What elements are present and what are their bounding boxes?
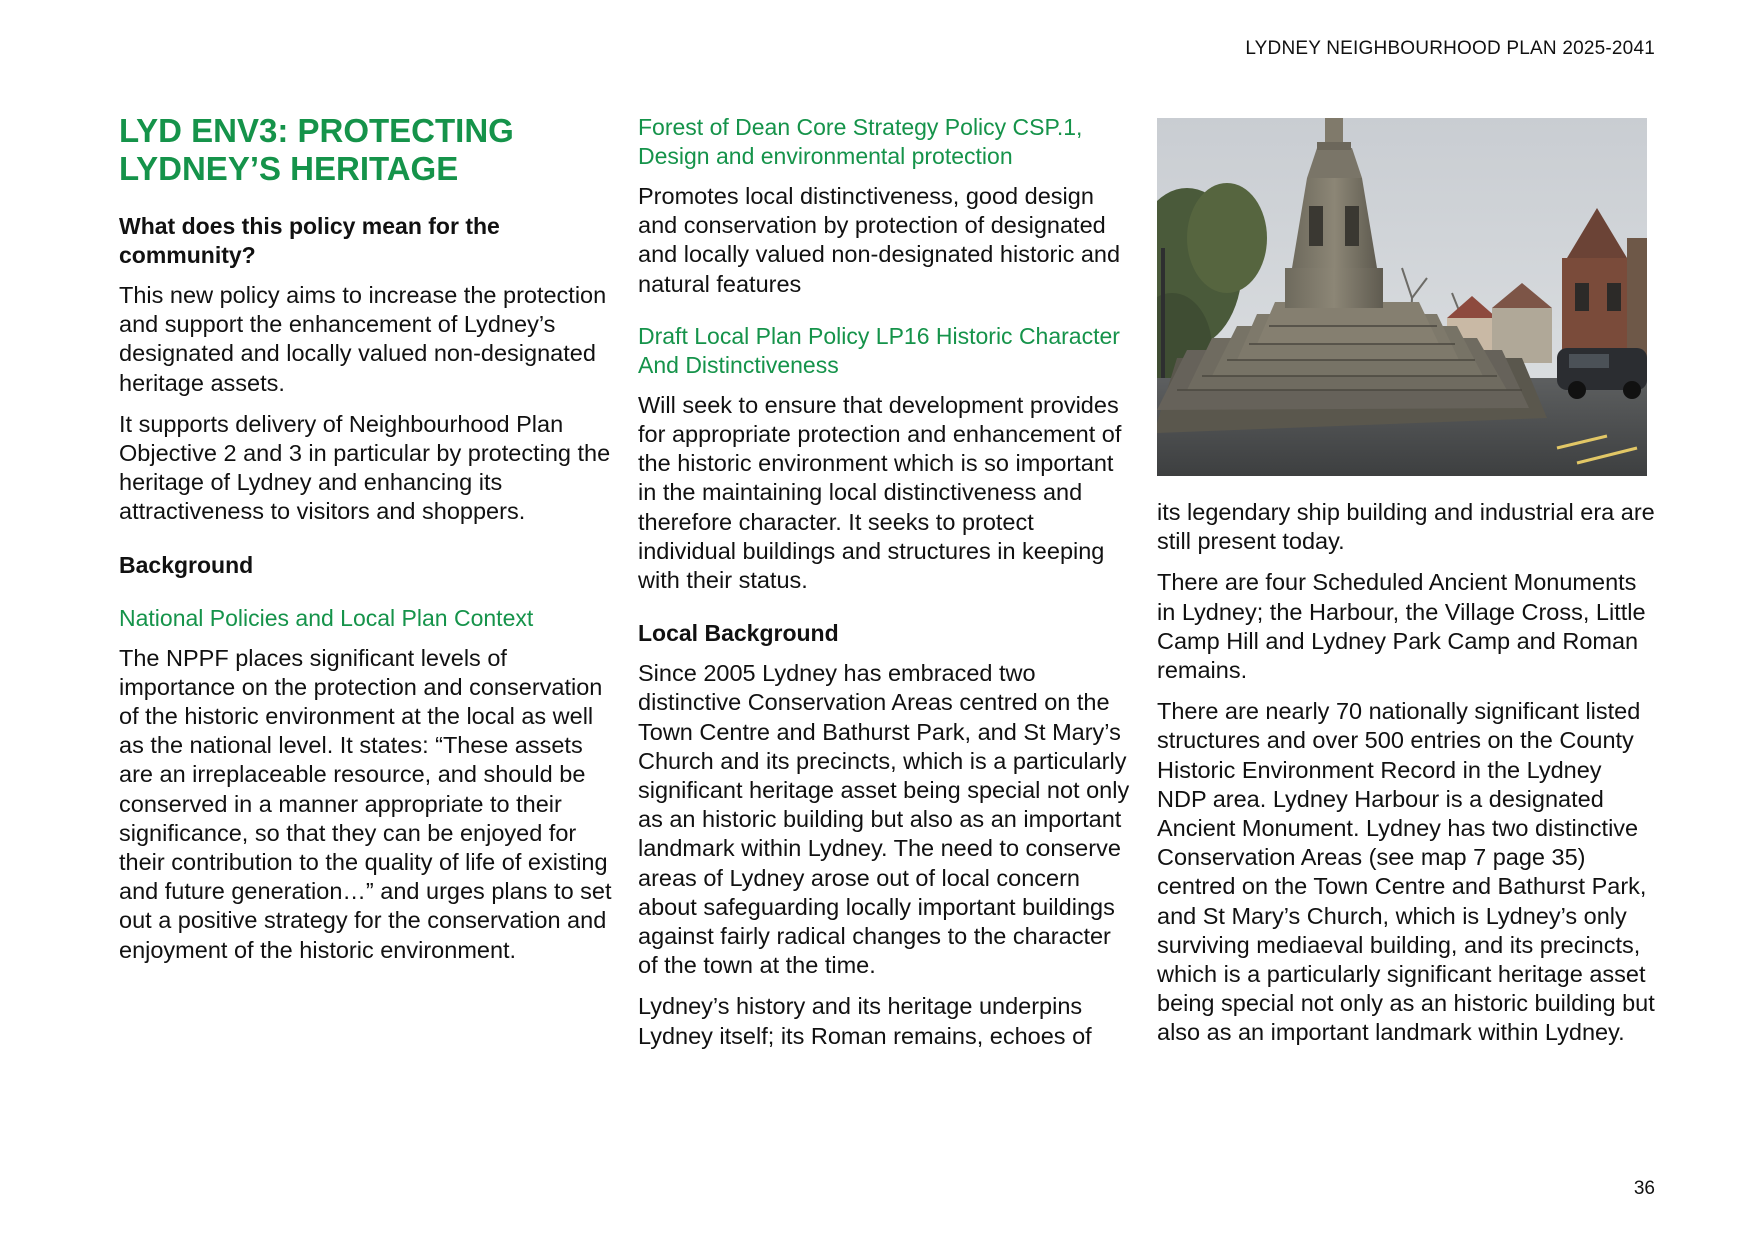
local-background-heading: Local Background (638, 620, 839, 647)
listed-structures-paragraph: There are nearly 70 nationally significant listed structures and over 500 entries on the County Historic Environment Record in the Lydney NDP area. Lydney Harbour is a designated Ancient Monument. Lydney has two distinctive Conservation Areas (see map 7 page 35) centred on the Town Centre and Bathurst Park, and St Mary’s Church, which is Lydney’s only surviving mediaeval building, and its precincts, which is a particularly significant heritage asset being special not only as an historic building but also as an important landmark within Lydney. (1157, 698, 1655, 1046)
page-number: 36 (1633, 1178, 1655, 1199)
history-paragraph: Lydney’s history and its heritage underpins Lydney itself; its Roman remains, echoes of (638, 993, 1092, 1049)
national-policies-heading: National Policies and Local Plan Context (119, 604, 534, 631)
policy-intro-paragraph: This new policy aims to increase the protection and support the enhancement of Lydney’s designated and locally valued non-designated heritage assets. (119, 282, 607, 396)
conservation-areas-paragraph: Since 2005 Lydney has embraced two distinctive Conservation Areas centred on the Town Centre and Bathurst Park, and St Mary’s Church and its precincts, which is a particularly significant heritage asset being special not only as an historic building but also as an important landmark within Lydney. The need to conserve areas of Lydney arose out of local concern about safeguarding locally important buildings against fairly radical changes to the character of the town at the time. (638, 660, 1130, 979)
lp16-heading: Draft Local Plan Policy LP16 Historic Character And Distinctiveness (638, 322, 1120, 378)
core-strategy-paragraph: Promotes local distinctiveness, good design and conservation by protection of designated and locally valued non-designated historic and natural features (638, 183, 1121, 297)
community-question-heading: What does this policy mean for the community? (119, 213, 500, 268)
core-strategy-heading: Forest of Dean Core Strategy Policy CSP.1, Design and environmental protection (638, 114, 1083, 169)
lp16-paragraph: Will seek to ensure that development provides for appropriate protection and enhancement of the historic environment which is so important in the maintaining local distinctiveness and therefore character. It seeks to protect individual buildings and structures in keeping with their status. (638, 391, 1122, 594)
ship-building-paragraph: its legendary ship building and industrial era are still present today. (1157, 499, 1655, 555)
policy-title: LYD ENV3: PROTECTING LYDNEY’S HERITAGE (119, 112, 514, 187)
column-middle (638, 113, 1133, 1051)
column-right (1157, 118, 1655, 1048)
village-cross-photo (1157, 118, 1647, 476)
running-header: LYDNEY NEIGHBOURHOOD PLAN 2025-2041 (1245, 38, 1655, 59)
scheduled-monuments-paragraph: There are four Scheduled Ancient Monuments in Lydney; the Harbour, the Village Cross, Little Camp Hill and Lydney Park Camp and Roman remains. (1157, 569, 1646, 684)
objectives-paragraph: It supports delivery of Neighbourhood Plan Objective 2 and 3 in particular by protecting the heritage of Lydney and enhancing its attractiveness to visitors and shoppers. (119, 410, 611, 525)
background-heading: Background (119, 551, 254, 578)
column-left (119, 112, 614, 965)
nppf-paragraph: The NPPF places significant levels of importance on the protection and conservation of the historic environment at the local as well as the national level. It states: “These assets are an irreplaceable resource, and should be conserved in a manner appropriate to their significance, so that they can be enjoyed for their contribution to the quality of life of existing and future generation…” and urges plans to set out a positive strategy for the conservation and enjoyment of the historic environment. (119, 644, 612, 963)
